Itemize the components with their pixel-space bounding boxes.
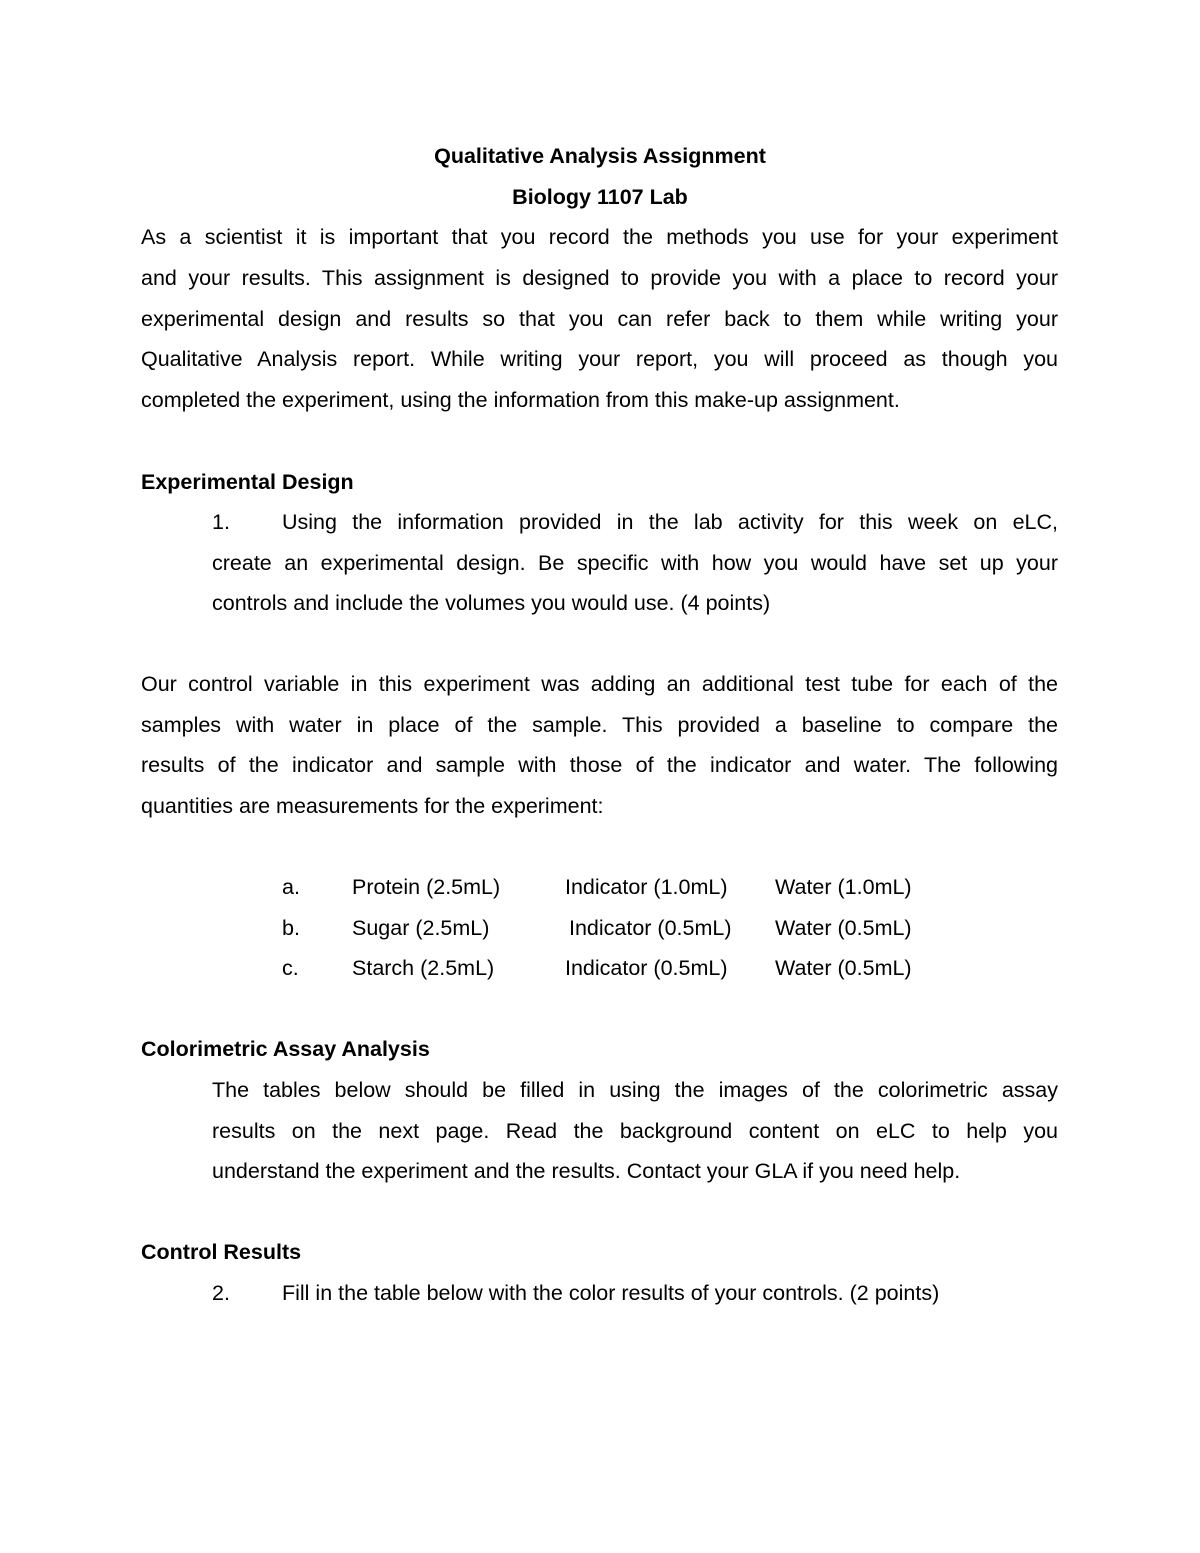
control-results-heading: Control Results [141, 1240, 302, 1264]
paragraph-line: results on the next page. Read the background content on eLC to help you [212, 1119, 1058, 1143]
answer-line: results of the indicator and sample with those of the indicator and water. The following [141, 753, 1058, 777]
paragraph-line: understand the experiment and the results. Contact your GLA if you need help. [212, 1159, 961, 1183]
answer-line: quantities are measurements for the experiment: [141, 794, 604, 818]
question-text-line: create an experimental design. Be specific with how you would have set up your [212, 551, 1058, 575]
list-item-label: b. [282, 916, 300, 940]
answer-line: Our control variable in this experiment was adding an additional test tube for each of the [141, 672, 1058, 696]
water-volume: Water (0.5mL) [775, 916, 912, 940]
indicator-volume: Indicator (1.0mL) [565, 875, 728, 899]
question-text-line: Using the information provided in the lab activity for this week on eLC, [282, 510, 1058, 534]
page-subtitle: Biology 1107 Lab [512, 185, 688, 209]
question-text: Fill in the table below with the color results of your controls. (2 points) [282, 1281, 940, 1305]
intro-line: completed the experiment, using the information from this make-up assignment. [141, 388, 900, 412]
intro-line: experimental design and results so that you can refer back to them while writing your [141, 307, 1058, 331]
water-volume: Water (0.5mL) [775, 956, 912, 980]
sample-volume: Protein (2.5mL) [352, 875, 501, 899]
intro-line: Qualitative Analysis report. While writing your report, you will proceed as though you [141, 347, 1058, 371]
indicator-volume: Indicator (0.5mL) [565, 956, 728, 980]
water-volume: Water (1.0mL) [775, 875, 912, 899]
intro-line: As a scientist it is important that you record the methods you use for your experiment [141, 225, 1058, 249]
sample-volume: Starch (2.5mL) [352, 956, 495, 980]
list-item-label: a. [282, 875, 300, 899]
answer-line: samples with water in place of the sample. This provided a baseline to compare the [141, 713, 1058, 737]
colorimetric-heading: Colorimetric Assay Analysis [141, 1037, 430, 1061]
experimental-design-heading: Experimental Design [141, 470, 354, 494]
paragraph-line: The tables below should be filled in using the images of the colorimetric assay [212, 1078, 1058, 1102]
question-text-line: controls and include the volumes you would use. (4 points) [212, 591, 771, 615]
page-title: Qualitative Analysis Assignment [434, 144, 766, 168]
question-number: 1. [212, 510, 230, 534]
question-number: 2. [212, 1281, 230, 1305]
intro-line: and your results. This assignment is designed to provide you with a place to record your [141, 266, 1058, 290]
sample-volume: Sugar (2.5mL) [352, 916, 490, 940]
list-item-label: c. [282, 956, 299, 980]
indicator-volume: Indicator (0.5mL) [569, 916, 732, 940]
